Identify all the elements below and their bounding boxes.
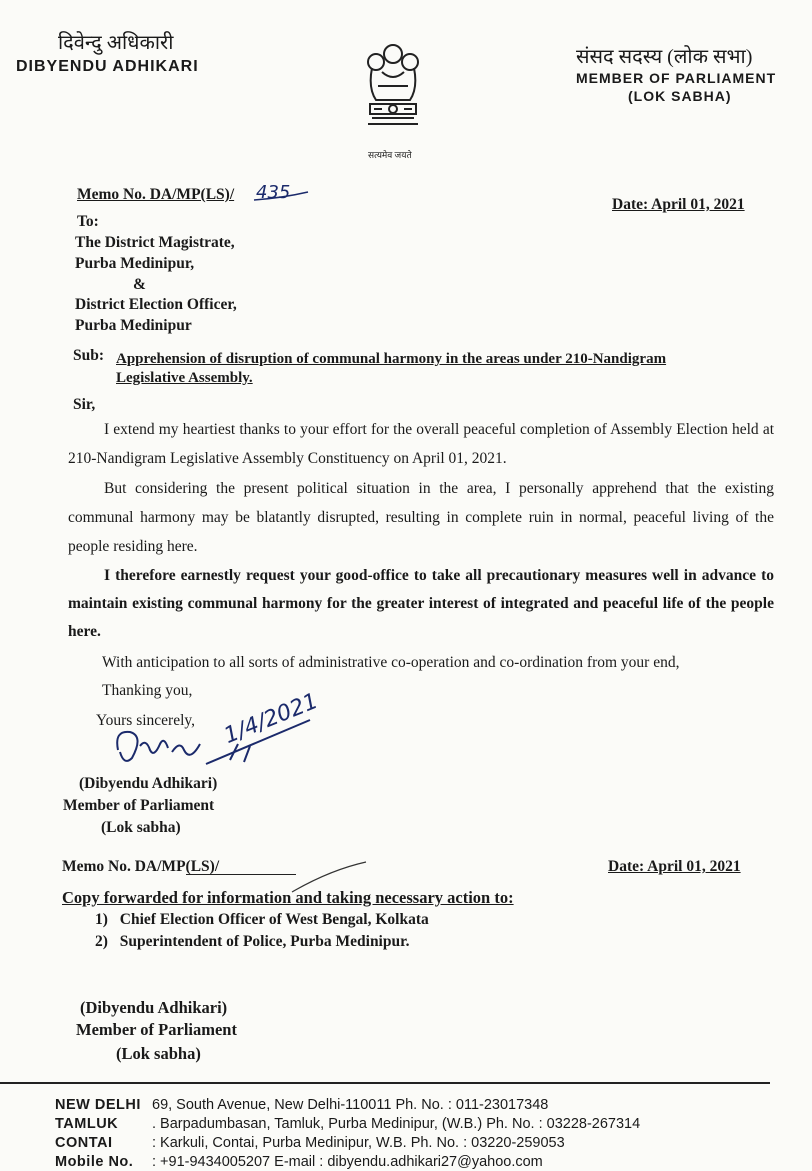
paragraph-2-text: But considering the present political situation in the area, I personally apprehend that the existing communal harmony may be blatantly disrupted, resulting in complete ruin in normal, peaceful living of the people residing here. (68, 480, 774, 555)
copy-date: Date: April 01, 2021 (608, 858, 741, 875)
memo-date: Date: April 01, 2021 (612, 196, 745, 213)
copy-item-2-text: Superintendent of Police, Purba Medinipur. (119, 933, 410, 950)
national-emblem-icon (358, 38, 428, 150)
paragraph-1-text: I extend my heartiest thanks to your effort for the overall peaceful completion of Assembly Election held at 210-Nandigram Legislative Assembly Constituency on April 01, 2021. (68, 421, 774, 467)
recipient-ampersand: & (133, 276, 146, 293)
yours-sincerely: Yours sincerely, (96, 712, 196, 729)
footer-row-mobile (55, 1154, 543, 1171)
signature-date: 1/4/2021 (220, 688, 322, 749)
footer-city-delhi: NEW DELHI (55, 1097, 141, 1113)
thanking-you: Thanking you, (102, 682, 193, 699)
copy-name: (Dibyendu Adhikari) (80, 998, 228, 1017)
memo-number-handwritten: 435 (256, 182, 291, 203)
recipient-line-1: The District Magistrate, (75, 234, 235, 251)
footer-address-delhi: 69, South Avenue, New Delhi-110011 Ph. No. : 011-23017348 (152, 1097, 549, 1113)
copy-house: (Lok sabha) (116, 1044, 201, 1063)
copy-memo-label: Memo No. DA/MP(LS)/ (62, 858, 220, 875)
recipient-line-4: Purba Medinipur (75, 317, 192, 334)
copy-role: Member of Parliament (76, 1020, 237, 1039)
name-english: DIBYENDU ADHIKARI (16, 58, 199, 75)
paragraph-3 (68, 562, 774, 646)
to-label: To: (77, 213, 99, 230)
salutation: Sir, (73, 396, 96, 413)
copy-item-2-num: 2) (95, 933, 108, 950)
signature-name: (Dibyendu Adhikari) (79, 775, 218, 792)
copy-item-1-num: 1) (95, 911, 108, 928)
memo-number-label: Memo No. DA/MP(LS)/ (77, 186, 235, 203)
copy-memo-blank-line (186, 874, 296, 875)
footer-city-tamluk: TAMLUK (55, 1116, 119, 1132)
copy-heading: Copy forwarded for information and taking necessary action to: (62, 888, 514, 907)
footer-address-contai: : Karkuli, Contai, Purba Medinipur, W.B. Ph. No. : 03220-259053 (152, 1135, 565, 1151)
title-hindi: संसद सदस्य (लोक सभा) (576, 46, 753, 68)
copy-item-1 (95, 911, 429, 929)
memo-underline-stroke (252, 190, 312, 204)
footer-row-tamluk (55, 1116, 640, 1133)
paragraph-2 (68, 474, 774, 561)
footer-divider (0, 1082, 770, 1084)
recipient-line-2: Purba Medinipur, (75, 255, 195, 272)
copy-strike-stroke (290, 860, 370, 896)
footer-address-mobile: : +91-9434005207 E-mail : dibyendu.adhikari27@yahoo.com (152, 1154, 543, 1170)
footer-row-contai (55, 1135, 565, 1152)
footer-row-delhi (55, 1097, 548, 1114)
signature-house: (Lok sabha) (101, 819, 181, 836)
name-hindi: दिवेन्दु अधिकारी (58, 32, 174, 54)
paragraph-3-text: I therefore earnestly request your good-office to take all precautionary measures well in advance to maintain existing communal harmony for the greater interest of integrated and peaceful life of the people here. (68, 567, 774, 640)
title-english-1: MEMBER OF PARLIAMENT (576, 70, 777, 86)
paragraph-4: With anticipation to all sorts of administrative co-operation and co-ordination from your end, (102, 654, 680, 671)
footer-city-contai: CONTAI (55, 1135, 113, 1151)
signature-role: Member of Parliament (63, 797, 215, 814)
recipient-line-3: District Election Officer, (75, 296, 237, 313)
subject-line-1: Apprehension of disruption of communal harmony in the areas under 210-Nandigram (116, 351, 667, 367)
title-english-2: (LOK SABHA) (628, 88, 732, 104)
copy-item-2 (95, 933, 409, 951)
emblem-motto: सत्यमेव जयते (368, 150, 412, 160)
copy-item-1-text: Chief Election Officer of West Bengal, Kolkata (119, 911, 429, 928)
footer-city-mobile: Mobile No. (55, 1154, 134, 1170)
subject-label: Sub: (73, 347, 105, 364)
footer-address-tamluk: . Barpadumbasan, Tamluk, Purba Medinipur, (W.B.) Ph. No. : 03228-267314 (152, 1116, 641, 1132)
paragraph-1 (68, 415, 774, 473)
subject-line-2: Legislative Assembly. (116, 370, 253, 386)
